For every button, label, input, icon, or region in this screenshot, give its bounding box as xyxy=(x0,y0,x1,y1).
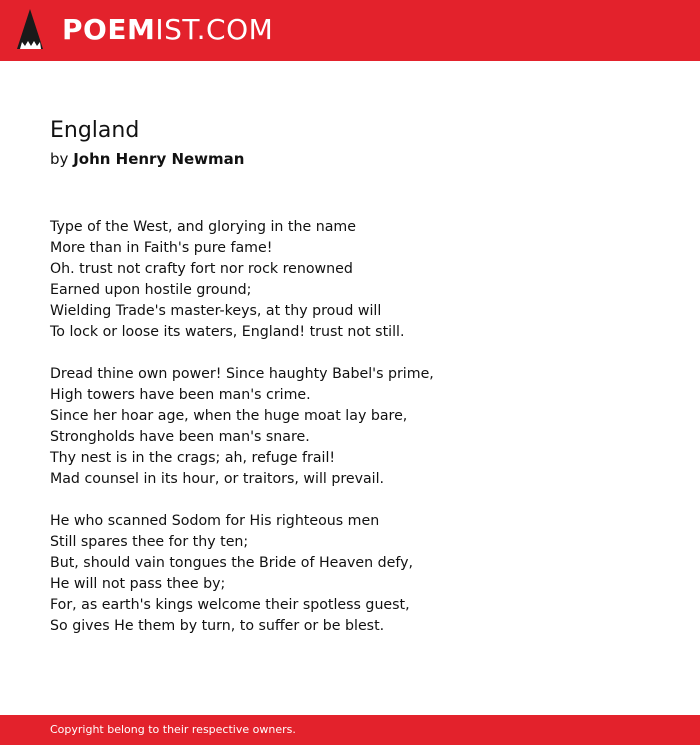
poem-line: He will not pass thee by; xyxy=(50,576,226,592)
poem-line: Wielding Trade's master-keys, at thy proud will xyxy=(50,303,382,319)
poem-line: Dread thine own power! Since haughty Babel's prime, xyxy=(50,366,434,382)
stanza-3 xyxy=(50,511,670,637)
poem-line: To lock or loose its waters, England! trust not still. xyxy=(50,324,405,340)
poem-line: High towers have been man's crime. xyxy=(50,387,311,403)
poem-line: But, should vain tongues the Bride of Heaven defy, xyxy=(50,555,414,571)
logo-strong-text: POEM xyxy=(62,13,156,46)
poem-line: Strongholds have been man's snare. xyxy=(50,429,310,445)
poem-line: More than in Faith's pure fame! xyxy=(50,240,273,256)
author-name[interactable]: John Henry Newman xyxy=(73,150,245,168)
poem-line: Thy nest is in the crags; ah, refuge frail! xyxy=(50,450,336,466)
poem-line: For, as earth's kings welcome their spotless guest, xyxy=(50,597,410,613)
poem-line: Oh. trust not crafty fort nor rock renowned xyxy=(50,261,353,277)
site-logo[interactable] xyxy=(62,12,273,48)
by-label: by xyxy=(50,150,69,168)
pencil-tip-icon[interactable] xyxy=(17,9,43,51)
poem-line: He who scanned Sodom for His righteous men xyxy=(50,513,380,529)
poem-line: Earned upon hostile ground; xyxy=(50,282,252,298)
logo-light-text: IST.COM xyxy=(155,13,274,46)
site-header xyxy=(0,0,700,61)
poem-content xyxy=(50,115,670,658)
poem-line: Type of the West, and glorying in the name xyxy=(50,219,356,235)
poem-line: Mad counsel in its hour, or traitors, will prevail. xyxy=(50,471,385,487)
site-footer xyxy=(0,715,700,745)
poem-byline xyxy=(50,147,670,171)
poem-line: Still spares thee for thy ten; xyxy=(50,534,249,550)
poem-line: So gives He them by turn, to suffer or be blest. xyxy=(50,618,385,634)
stanza-2 xyxy=(50,364,670,490)
poem-body xyxy=(50,217,670,637)
stanza-1 xyxy=(50,217,670,343)
copyright-text: Copyright belong to their respective owners. xyxy=(50,723,296,736)
poem-title: England xyxy=(50,118,140,143)
poem-line: Since her hoar age, when the huge moat lay bare, xyxy=(50,408,408,424)
